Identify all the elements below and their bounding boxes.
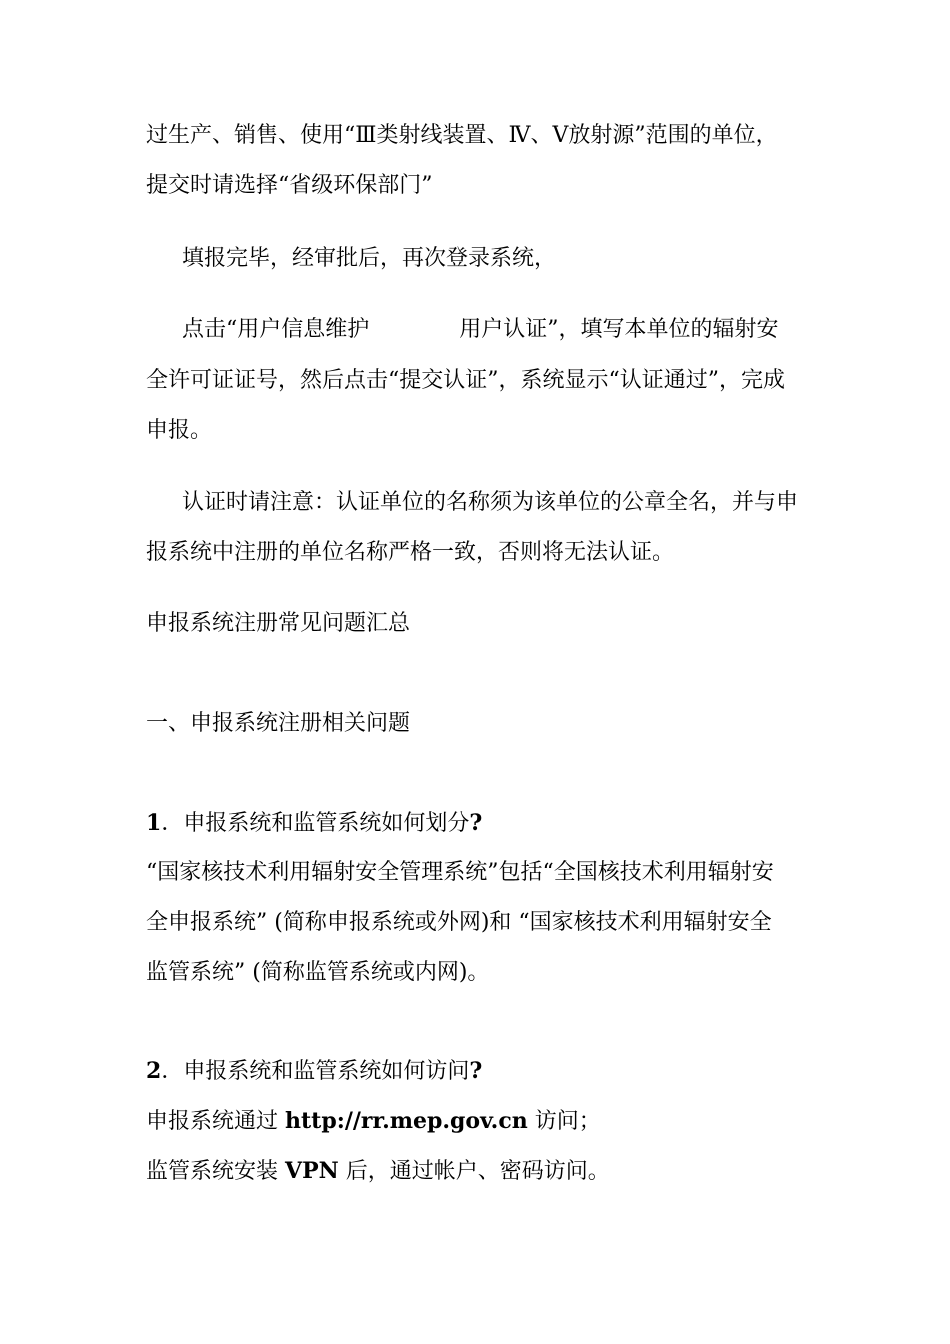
question-1-text: ．申报系统和监管系统如何划分	[161, 811, 470, 836]
section-heading-1: 一、申报系统注册相关问题	[146, 711, 411, 736]
faq-heading: 申报系统注册常见问题汇总	[146, 611, 411, 636]
question-1-number: 1	[146, 810, 162, 836]
para1-line1: 过生产、销售、使用“Ⅲ类射线装置、Ⅳ、Ⅴ放射源”范围的单位，	[146, 123, 778, 148]
answer-2-line2-post: 后，通过帐户、密码访问。	[345, 1159, 610, 1184]
answer-1-line3: 监管系统” (简称监管系统或内网)。	[146, 960, 490, 985]
answer-2-vpn: VPN	[285, 1158, 339, 1184]
para2: 填报完毕，经审批后，再次登录系统，	[182, 246, 557, 271]
answer-2-line1	[146, 1106, 601, 1137]
answer-1-line2: 全申报系统” (简称申报系统或外网)和 “国家核技术利用辐射安全	[146, 910, 772, 935]
answer-1-line1: “国家核技术利用辐射安全管理系统”包括“全国核技术利用辐射安	[146, 860, 774, 885]
para4-line2: 报系统中注册的单位名称严格一致，否则将无法认证。	[146, 540, 675, 565]
question-2-text: ．申报系统和监管系统如何访问	[161, 1059, 470, 1084]
question-2	[146, 1056, 482, 1087]
question-1-mark: ?	[469, 810, 483, 836]
answer-2-url: http://rr.mep.gov.cn	[285, 1108, 528, 1134]
para3-line1-a: 点击“用户信息维护	[182, 317, 370, 342]
para3-line2: 全许可证证号，然后点击“提交认证”，系统显示“认证通过”，完成	[146, 368, 785, 393]
answer-2-line2-pre: 监管系统安装	[146, 1159, 279, 1184]
para1-line2: 提交时请选择“省级环保部门”	[146, 173, 433, 198]
question-1	[146, 808, 482, 839]
answer-2-line1-post: 访问；	[534, 1109, 601, 1134]
para4-line1: 认证时请注意：认证单位的名称须为该单位的公章全名，并与申	[182, 490, 799, 515]
answer-2-line2	[146, 1156, 610, 1187]
para3-line1-b: 用户认证”，填写本单位的辐射安	[459, 317, 779, 342]
question-2-mark: ?	[469, 1058, 483, 1084]
para3-line1	[182, 315, 779, 345]
answer-2-line1-pre: 申报系统通过	[146, 1109, 279, 1134]
question-2-number: 2	[146, 1058, 162, 1084]
para3-line3: 申报。	[146, 418, 213, 443]
